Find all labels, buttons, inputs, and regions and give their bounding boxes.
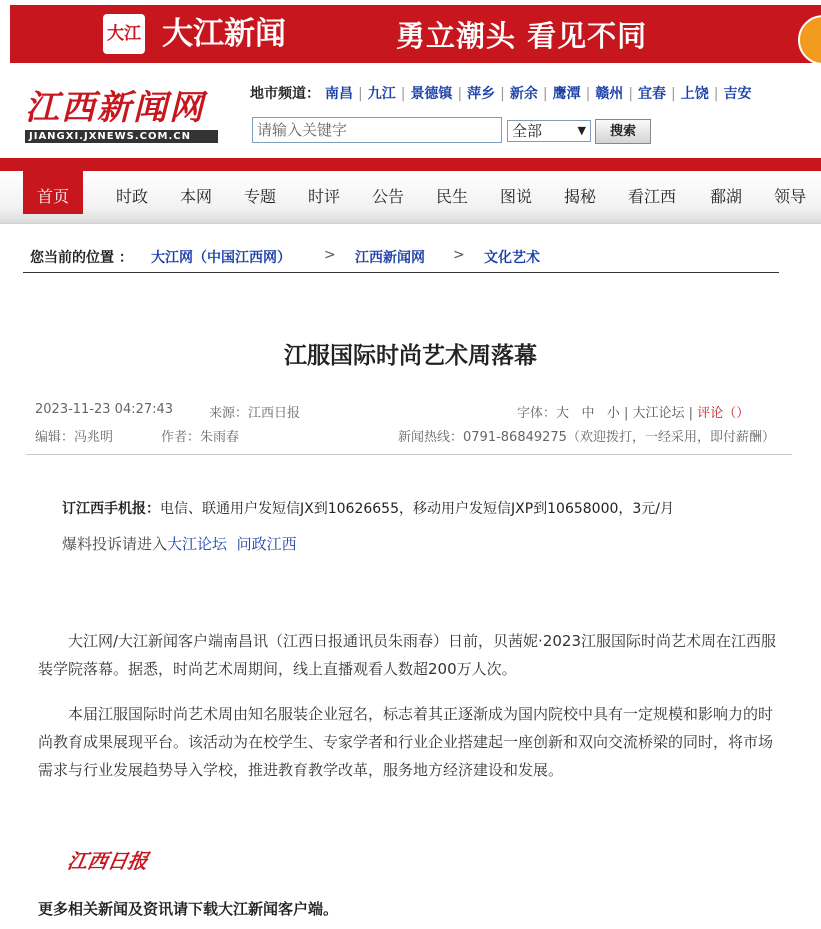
font-size-controls: 字体：大 中 小 | 大江论坛 | 评论（） — [517, 406, 750, 421]
nav-item-notices[interactable]: 公告 — [372, 187, 405, 206]
city-link-jian[interactable]: 吉安 — [723, 86, 752, 102]
city-link-nanchang[interactable]: 南昌 — [325, 86, 353, 102]
breadcrumb-link-culture[interactable]: 文化艺术 — [484, 250, 540, 266]
site-logo-text: 江西新闻网 — [25, 88, 205, 128]
article-source: 来源：江西日报 — [209, 406, 301, 421]
city-link-yingtan[interactable]: 鹰潭 — [552, 86, 581, 102]
main-nav — [0, 171, 821, 224]
font-size-large[interactable]: 大 — [556, 406, 570, 421]
nav-red-bar — [0, 158, 821, 171]
nav-item-reveals[interactable]: 揭秘 — [564, 187, 597, 206]
article-paragraph: 大江网/大江新闻客户端南昌讯（江西日报通讯员朱雨春）日前，贝茜妮·2023江服国际时尚艺术周在江西服装学院落幕。据悉，时尚艺术周期间，线上直播观看人数超200万人次。 — [38, 632, 777, 678]
download-app-note: 更多相关新闻及资讯请下载大江新闻客户端。 — [38, 900, 339, 918]
city-link-jiujiang[interactable]: 九江 — [367, 86, 396, 102]
nav-item-pictures[interactable]: 图说 — [500, 187, 533, 206]
article-editor: 编辑：冯兆明 — [35, 430, 114, 445]
city-link-xinyu[interactable]: 新余 — [509, 86, 538, 102]
forum-link[interactable]: 大江论坛 — [632, 406, 685, 421]
nav-item-politics[interactable]: 时政 — [116, 187, 149, 206]
city-link-yichun[interactable]: 宜春 — [638, 86, 667, 102]
city-channels-label: 地市频道： — [250, 86, 320, 102]
font-size-label: 字体： — [517, 406, 557, 421]
subscribe-label: 订江西手机报： — [62, 501, 160, 517]
article-author: 作者：朱雨春 — [161, 430, 240, 445]
nav-item-local[interactable]: 本网 — [180, 187, 213, 206]
subscribe-info — [62, 498, 674, 518]
dajiang-logo-icon: 大江 — [103, 14, 145, 54]
city-channels: 地市频道： 南昌 | 九江 | 景德镇 | 萍乡 | 新余 | 鹰潭 | 赣州 | 宜春 | 上饶 | 吉安 — [250, 84, 756, 104]
tip-prefix: 爆料投诉请进入 — [62, 535, 168, 553]
banner-badge-icon — [798, 15, 821, 63]
nav-item-poyang[interactable]: 鄱湖 — [710, 187, 743, 206]
tip-link-wenzheng[interactable]: 问政江西 — [236, 535, 297, 553]
nav-item-home[interactable]: 首页 — [23, 171, 83, 214]
nav-item-jiangxi[interactable]: 看江西 — [628, 187, 677, 206]
site-logo-url: JIANGXI.JXNEWS.COM.CN — [25, 130, 218, 143]
city-link-shangrao[interactable]: 上饶 — [680, 86, 709, 102]
subscribe-text: 电信、联通用户发短信JX到10626655，移动用户发短信JXP到10658000，3元/月 — [160, 501, 675, 517]
search-scope-value: 全部 — [512, 122, 543, 140]
site-logo[interactable] — [25, 88, 218, 143]
breadcrumb-label: 您当前的位置 ： — [30, 250, 133, 266]
breadcrumb-link-dajiang[interactable]: 大江网（中国江西网） — [151, 250, 291, 266]
tip-link-forum[interactable]: 大江论坛 — [167, 535, 228, 553]
chevron-down-icon: ▼ — [577, 124, 586, 137]
search-input[interactable]: 请输入关键字 — [252, 117, 502, 143]
font-size-medium[interactable]: 中 — [581, 406, 595, 421]
article-paragraph: 本届江服国际时尚艺术周由知名服装企业冠名，标志着其正逐渐成为国内院校中具有一定规模和影响力的时尚教育成果展现平台。该活动为在校学生、专家学者和行业企业搭建起一座创新和双向交流桥梁的同时，将市场需求与行业发展趋势导入学校，推进教育教学改革，服务地方经济建设和发展。 — [38, 705, 774, 779]
banner-slogan: 勇立潮头 看见不同 — [396, 19, 648, 53]
article-title: 江服国际时尚艺术周落幕 — [284, 343, 537, 369]
comment-link[interactable]: 评论（） — [697, 406, 750, 421]
nav-item-commentary[interactable]: 时评 — [308, 187, 341, 206]
top-banner[interactable] — [10, 5, 821, 63]
news-hotline: 新闻热线：0791-86849275（欢迎拨打，一经采用，即付薪酬） — [398, 430, 775, 445]
nav-item-livelihood[interactable]: 民生 — [436, 187, 469, 206]
breadcrumb-separator: > — [324, 247, 336, 263]
city-link-jingdezhen[interactable]: 景德镇 — [410, 86, 453, 102]
article-datetime: 2023-11-23 04:27:43 — [35, 402, 174, 417]
nav-item-topics[interactable]: 专题 — [244, 187, 277, 206]
font-size-small[interactable]: 小 — [606, 406, 620, 421]
jiangxi-daily-logo: 江西日报 — [65, 849, 150, 873]
breadcrumb-separator: > — [453, 247, 465, 263]
breadcrumb-link-jxnews[interactable]: 江西新闻网 — [355, 250, 425, 266]
search-scope-select[interactable] — [507, 120, 591, 142]
nav-item-leaders[interactable]: 领导 — [774, 187, 807, 206]
breadcrumb — [23, 240, 779, 273]
city-link-ganzhou[interactable]: 赣州 — [595, 86, 624, 102]
meta-divider — [26, 454, 792, 455]
search-button[interactable]: 搜索 — [595, 119, 651, 144]
city-link-pingxiang[interactable]: 萍乡 — [467, 86, 496, 102]
tip-info — [62, 533, 297, 554]
banner-brand-name: 大江新闻 — [162, 16, 286, 52]
